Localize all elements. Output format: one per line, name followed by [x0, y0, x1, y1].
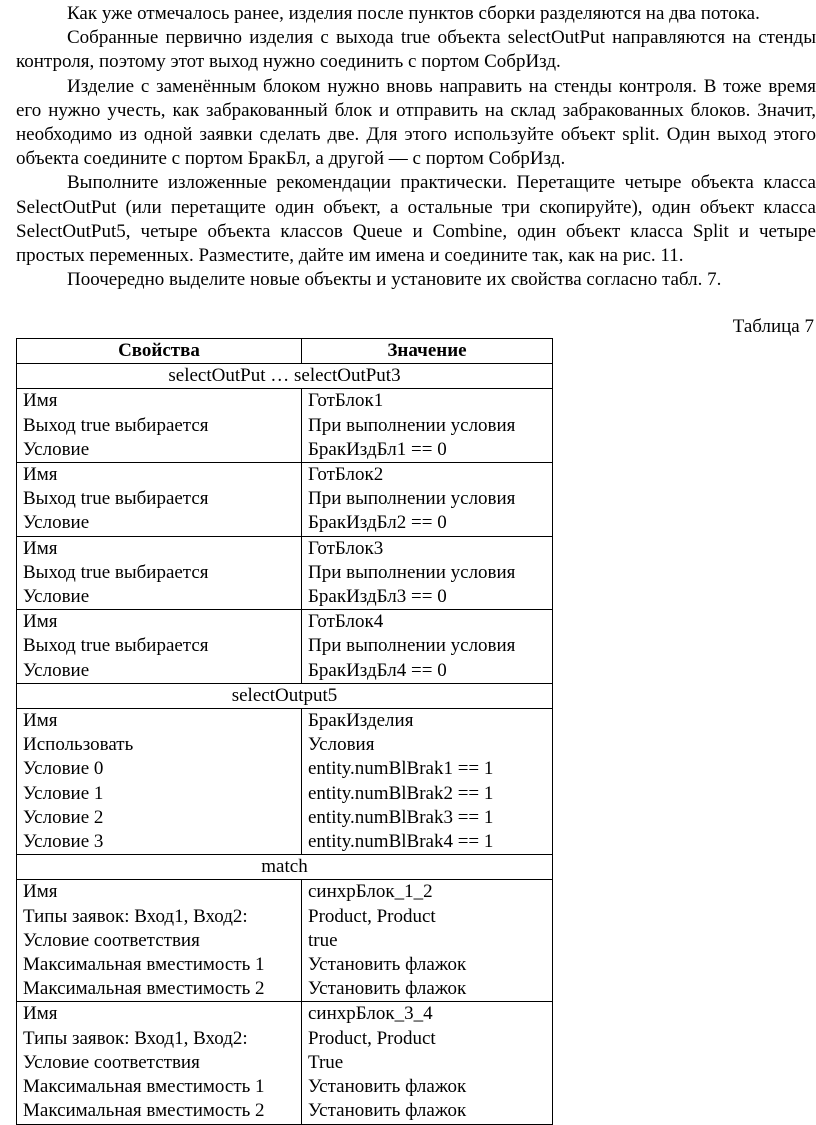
- table-row: [17, 709, 553, 855]
- section-row: [17, 683, 553, 708]
- section-title: selectOutput5: [17, 683, 553, 708]
- header-value: Значение: [302, 339, 553, 364]
- property-name: Условие 0: [23, 758, 104, 780]
- value-cell: [302, 463, 553, 537]
- value-cell: [302, 1002, 553, 1124]
- property-value: ГотБлок2: [308, 464, 384, 486]
- property-value: синхрБлок_1_2: [308, 881, 433, 903]
- property-value: entity.numBlBrak4 == 1: [308, 831, 494, 853]
- property-value: Product, Product: [308, 1027, 436, 1049]
- value-cell: [302, 880, 553, 1002]
- property-name: Максимальная вместимость 2: [23, 1100, 265, 1122]
- property-name: Имя: [23, 537, 58, 559]
- property-name: Имя: [23, 710, 58, 732]
- value-cell: [302, 536, 553, 610]
- section-title: selectOutPut … selectOutPut3: [17, 364, 553, 389]
- paragraph-2: Собранные первично изделия с выхода true объекта selectOutPut направляются на стенды контроля, поэтому этот выход нужно соединить с портом СобрИзд.: [16, 27, 816, 73]
- property-name: Условие 1: [23, 782, 104, 804]
- property-value: ГотБлок4: [308, 611, 384, 633]
- property-cell: [17, 709, 302, 855]
- property-name: Условие соответствия: [23, 929, 200, 951]
- property-value: true: [308, 929, 338, 951]
- property-cell: [17, 389, 302, 463]
- property-name: Условие соответствия: [23, 1051, 200, 1073]
- property-name: Условие 2: [23, 806, 104, 828]
- property-name: Имя: [23, 464, 58, 486]
- property-value: Product, Product: [308, 905, 436, 927]
- property-name: Условие: [23, 438, 90, 460]
- property-name: Типы заявок: Вход1, Вход2:: [23, 905, 248, 927]
- property-name: Максимальная вместимость 2: [23, 978, 265, 1000]
- body-text: [16, 2, 816, 292]
- property-cell: [17, 1002, 302, 1124]
- property-name: Имя: [23, 390, 58, 412]
- property-value: При выполнении условия: [308, 414, 516, 436]
- property-cell: [17, 536, 302, 610]
- table-row: [17, 463, 553, 537]
- property-value: БракИздБл2 == 0: [308, 512, 447, 534]
- property-value: БракИздБл3 == 0: [308, 586, 447, 608]
- table-row: [17, 389, 553, 463]
- property-name: Выход true выбирается: [23, 414, 209, 436]
- property-value: БракИздБл1 == 0: [308, 438, 447, 460]
- property-name: Выход true выбирается: [23, 561, 209, 583]
- property-value: Установить флажок: [308, 954, 467, 976]
- value-cell: [302, 610, 553, 684]
- property-value: ГотБлок1: [308, 390, 384, 412]
- property-name: Типы заявок: Вход1, Вход2:: [23, 1027, 248, 1049]
- value-cell: [302, 389, 553, 463]
- property-name: Максимальная вместимость 1: [23, 954, 265, 976]
- property-value: БракИздБл4 == 0: [308, 659, 447, 681]
- section-title: match: [17, 855, 553, 880]
- property-value: Установить флажок: [308, 1100, 467, 1122]
- property-value: entity.numBlBrak1 == 1: [308, 758, 494, 780]
- property-value: При выполнении условия: [308, 635, 516, 657]
- table-row: [17, 610, 553, 684]
- property-name: Условие 3: [23, 831, 104, 853]
- table-row: [17, 880, 553, 1002]
- property-value: Установить флажок: [308, 1076, 467, 1098]
- properties-table: [16, 338, 553, 1125]
- paragraph-1: Как уже отмечалось ранее, изделия после пунктов сборки разделяются на два потока.: [67, 3, 760, 24]
- paragraph-4: Выполните изложенные рекомендации практически. Перетащите четыре объекта класса SelectOutPut (или перетащите один объект, а остальные три скопируйте), один объект класса SelectOutPut5, четыре объекта классов Queue и Combine, один объект класса Split и четыре простых переменных. Разместите, дайте им имена и соедините так, как на рис. 11.: [16, 172, 816, 267]
- property-name: Условие: [23, 512, 90, 534]
- property-cell: [17, 463, 302, 537]
- property-value: entity.numBlBrak2 == 1: [308, 782, 494, 804]
- property-value: ГотБлок3: [308, 537, 384, 559]
- property-name: Условие: [23, 586, 90, 608]
- property-name: Имя: [23, 881, 58, 903]
- value-cell: [302, 709, 553, 855]
- property-value: Условия: [308, 734, 375, 756]
- property-name: Имя: [23, 611, 58, 633]
- property-value: Установить флажок: [308, 978, 467, 1000]
- property-name: Использовать: [23, 734, 134, 756]
- paragraph-3: Изделие с заменённым блоком нужно вновь направить на стенды контроля. В тоже время его нужно учесть, как забракованный блок и отправить на склад забракованных блоков. Значит, необходимо из одной заявки сделать две. Для этого используйте объект split. Один выход этого объекта соедините с портом БракБл, а другой — с портом СобрИзд.: [16, 75, 816, 170]
- property-name: Условие: [23, 659, 90, 681]
- table-body: [17, 364, 553, 1124]
- property-name: Имя: [23, 1003, 58, 1025]
- property-name: Выход true выбирается: [23, 635, 209, 657]
- section-row: [17, 364, 553, 389]
- property-value: синхрБлок_3_4: [308, 1003, 433, 1025]
- property-value: entity.numBlBrak3 == 1: [308, 806, 494, 828]
- table-row: [17, 1002, 553, 1124]
- paragraph-5: Поочередно выделите новые объекты и установите их свойства согласно табл. 7.: [67, 269, 722, 291]
- property-value: True: [308, 1051, 344, 1073]
- property-value: БракИзделия: [308, 710, 414, 732]
- property-value: При выполнении условия: [308, 561, 516, 583]
- property-cell: [17, 880, 302, 1002]
- section-row: [17, 855, 553, 880]
- property-cell: [17, 610, 302, 684]
- table-row: [17, 536, 553, 610]
- property-name: Максимальная вместимость 1: [23, 1076, 265, 1098]
- table-caption: Таблица 7: [732, 316, 814, 337]
- table-header-row: [17, 339, 553, 364]
- header-properties: Свойства: [17, 339, 302, 364]
- property-name: Выход true выбирается: [23, 488, 209, 510]
- property-value: При выполнении условия: [308, 488, 516, 510]
